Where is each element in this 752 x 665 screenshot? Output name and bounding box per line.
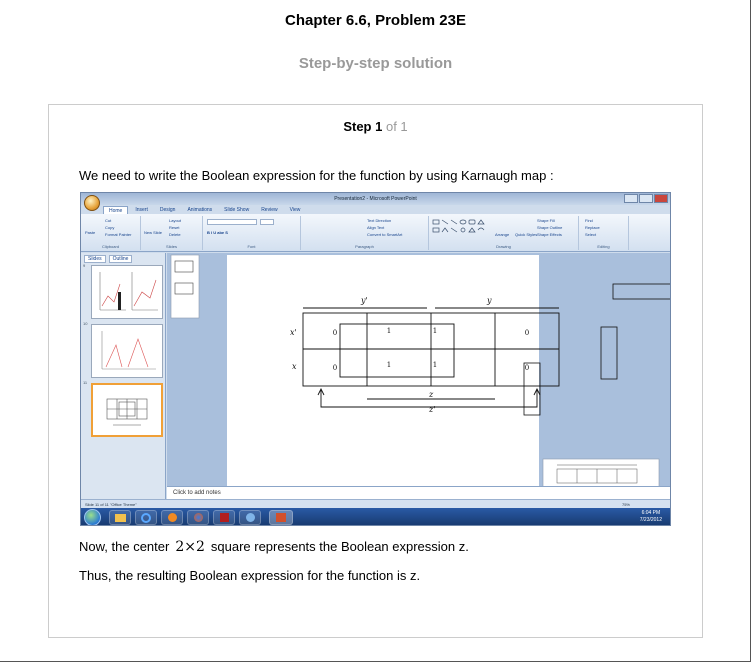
align-text-label: Align Text bbox=[367, 225, 385, 230]
tab-design: Design bbox=[159, 207, 176, 213]
intro-text: We need to write the Boolean expression for the function by using Karnaugh map : bbox=[79, 168, 554, 183]
shapes-gallery-icon bbox=[432, 218, 492, 240]
ribbon-group-paragraph bbox=[301, 216, 429, 250]
kmap-cell-1-1: 1 bbox=[386, 361, 392, 369]
office-button-icon bbox=[84, 195, 100, 211]
window-titlebar bbox=[81, 193, 670, 205]
slide-page bbox=[227, 255, 539, 486]
slide-editing-area bbox=[167, 253, 671, 499]
step-label: Step 1 bbox=[343, 119, 383, 134]
shape-effects-label: Shape Effects bbox=[537, 232, 562, 237]
pane-tabs bbox=[84, 255, 132, 263]
kmap-top-label-0: y' bbox=[361, 296, 368, 305]
tab-insert: Insert bbox=[135, 207, 148, 213]
ribbon bbox=[81, 214, 670, 252]
font-name-field bbox=[207, 219, 257, 225]
font-format-glyphs: B I U abe S bbox=[207, 230, 228, 235]
slides-group-label: Slides bbox=[166, 244, 177, 249]
find-label: Find bbox=[585, 218, 593, 223]
layout-label: Layout bbox=[169, 218, 182, 223]
ribbon-group-drawing bbox=[429, 216, 579, 250]
ribbon-group-clipboard bbox=[81, 216, 141, 250]
text-direction-label: Text Direction bbox=[367, 218, 392, 223]
clock-date: 7/23/2012 bbox=[639, 517, 662, 523]
slides-pane bbox=[81, 253, 166, 499]
pane-tab-slides: Slides bbox=[84, 255, 106, 263]
paste-label: Paste bbox=[85, 230, 96, 235]
copy-label: Copy bbox=[105, 225, 115, 230]
zoom-level: 75% bbox=[621, 502, 630, 507]
powerpoint-taskbar-icon bbox=[269, 510, 293, 525]
tab-review: Review bbox=[261, 207, 278, 213]
tab-view: View bbox=[289, 207, 301, 213]
font-group-label: Font bbox=[247, 244, 256, 249]
windows-taskbar bbox=[81, 508, 670, 526]
kmap-cell-1-2: 1 bbox=[432, 361, 438, 369]
kmap-bottom-label-1: z' bbox=[429, 405, 436, 414]
status-text: Slide 11 of 11 "Office Theme" bbox=[85, 502, 137, 507]
slide-thumbnail-9 bbox=[91, 265, 163, 319]
slide-thumbnail-10 bbox=[91, 324, 163, 378]
status-bar bbox=[81, 499, 670, 508]
window-title: Presentation2 - Microsoft PowerPoint bbox=[334, 196, 417, 202]
kmap-cell-0-3: 0 bbox=[524, 329, 530, 337]
arrange-label: Arrange bbox=[495, 232, 510, 237]
font-size-field bbox=[260, 219, 274, 225]
ribbon-group-slides bbox=[141, 216, 203, 250]
pane-tab-outline: Outline bbox=[109, 255, 133, 263]
line2-before: Now, the center bbox=[79, 539, 170, 554]
kmap-cell-0-0: 0 bbox=[332, 329, 338, 337]
explorer-icon bbox=[109, 510, 131, 525]
firefox-icon bbox=[187, 510, 209, 525]
kmap-row-label-1: x bbox=[292, 362, 297, 371]
ie-icon bbox=[135, 510, 157, 525]
minimize-icon bbox=[624, 194, 638, 203]
thumb-kmap-icon bbox=[93, 385, 161, 435]
kmap-cell-1-0: 0 bbox=[332, 364, 338, 372]
page-title: Chapter 6.6, Problem 23E bbox=[285, 12, 466, 29]
kmap-row-label-0: x' bbox=[290, 328, 297, 337]
slide-shape-rect-top bbox=[613, 284, 671, 299]
tab-animations: Animations bbox=[187, 207, 213, 213]
replace-label: Replace bbox=[585, 225, 600, 230]
taskbar-clock bbox=[640, 510, 662, 524]
convert-smartart-label: Convert to SmartArt bbox=[367, 232, 403, 237]
math-2x2: 2×2 bbox=[175, 539, 205, 555]
line2-after: square represents the Boolean expression z. bbox=[210, 539, 469, 554]
ribbon-group-editing bbox=[579, 216, 629, 250]
kmap-top-label-1: y bbox=[487, 296, 492, 305]
clock-time: 6:04 PM bbox=[641, 510, 661, 516]
paint-icon bbox=[239, 510, 261, 525]
editing-group-label: Editing bbox=[597, 244, 610, 249]
step-of: of 1 bbox=[385, 119, 408, 134]
mini-slide-preview bbox=[543, 459, 659, 486]
kmap-cell-0-2: 1 bbox=[432, 327, 438, 335]
maximize-icon bbox=[639, 194, 653, 203]
delete-label: Delete bbox=[169, 232, 181, 237]
window-controls bbox=[624, 194, 668, 203]
kmap-cell-1-3: 0 bbox=[524, 364, 530, 372]
close-icon bbox=[654, 194, 668, 203]
shape-fill-label: Shape Fill bbox=[537, 218, 555, 223]
ribbon-group-font bbox=[203, 216, 301, 250]
step-indicator bbox=[49, 119, 702, 134]
new-slide-label: New Slide bbox=[144, 230, 163, 235]
thumb-plot-icon bbox=[92, 325, 162, 377]
cut-label: Cut bbox=[105, 218, 112, 223]
powerpoint-screenshot bbox=[80, 192, 671, 526]
acrobat-icon bbox=[213, 510, 235, 525]
select-label: Select bbox=[585, 232, 597, 237]
thumb-bar-mark bbox=[118, 292, 121, 310]
page-subtitle: Step-by-step solution bbox=[298, 55, 453, 72]
drawing-group-label: Drawing bbox=[496, 244, 511, 249]
quick-styles-label: Quick Styles bbox=[515, 232, 538, 237]
shape-outline-label: Shape Outline bbox=[537, 225, 563, 230]
paragraph-group-label: Paragraph bbox=[355, 244, 374, 249]
notes-pane: Click to add notes bbox=[167, 486, 671, 499]
media-player-icon bbox=[161, 510, 183, 525]
thumb-number-11: 11 bbox=[83, 380, 88, 385]
solution-card bbox=[48, 104, 703, 638]
reset-label: Reset bbox=[169, 225, 180, 230]
kmap-bottom-label-0: z bbox=[429, 390, 434, 399]
tab-slide-show: Slide Show bbox=[224, 207, 250, 213]
thumb-graph-icon bbox=[92, 266, 162, 318]
slide-canvas bbox=[167, 253, 671, 486]
format-painter-label: Format Painter bbox=[105, 232, 132, 237]
center-square-text bbox=[79, 539, 469, 555]
thumb-number-9: 9 bbox=[83, 263, 86, 268]
tab-home: Home bbox=[103, 206, 128, 215]
kmap-cell-0-1: 1 bbox=[386, 327, 392, 335]
result-text: Thus, the resulting Boolean expression for the function is z. bbox=[79, 568, 421, 583]
slide-shape-rect-vertical bbox=[601, 327, 617, 379]
thumb-number-10: 10 bbox=[83, 321, 88, 326]
clipboard-group-label: Clipboard bbox=[101, 244, 120, 249]
slide-thumbnail-11 bbox=[91, 383, 163, 437]
start-button-icon bbox=[84, 509, 101, 526]
